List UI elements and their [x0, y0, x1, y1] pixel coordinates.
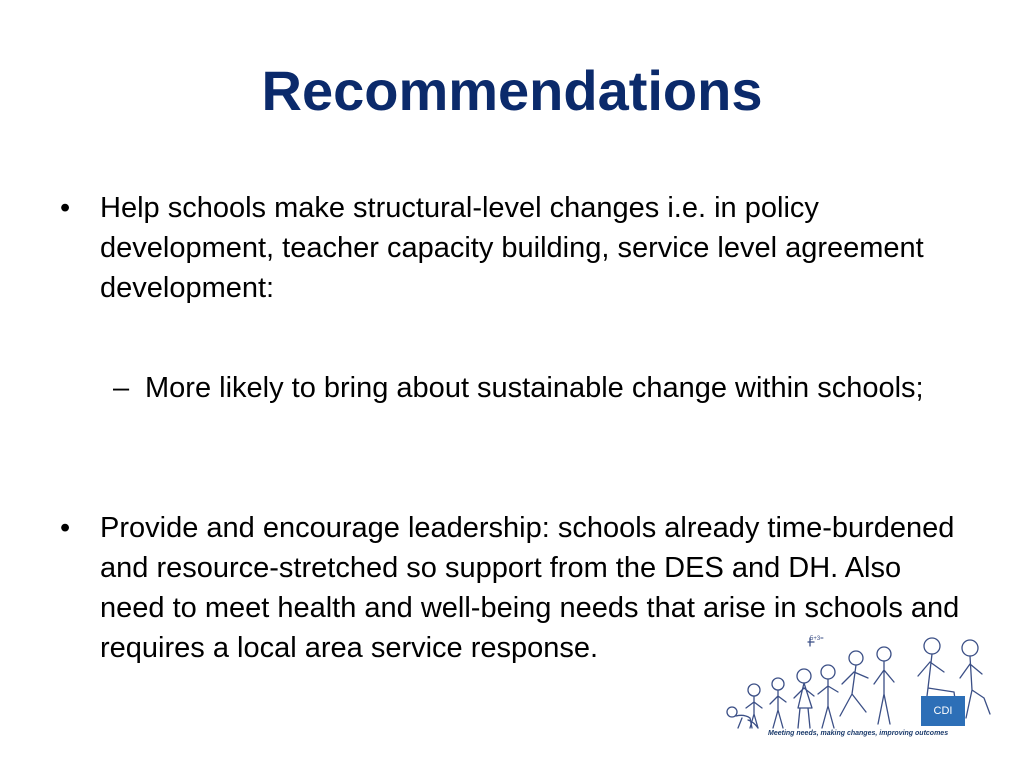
- bullet-text: Provide and encourage leadership: schools already time-burdened and resource-stretched so support from the DES and DH. Also need to meet health and well-being needs that arise in schools and requires a local area service response.: [100, 512, 960, 664]
- bullet-item: [60, 188, 960, 308]
- svg-text:5+3=: 5+3=: [810, 636, 824, 642]
- cdi-logo-box: CDI: [921, 696, 965, 726]
- bullet-text: Help schools make structural-level changes i.e. in policy development, teacher capacity building, service level agreement development:: [100, 192, 924, 304]
- cdi-logo: [718, 628, 998, 744]
- sub-bullet-marker: –: [113, 372, 130, 404]
- logo-tagline: Meeting needs, making changes, improving outcomes: [768, 730, 949, 737]
- sub-bullet-item: [113, 368, 963, 408]
- slide-title: Recommendations: [261, 59, 763, 122]
- children-silhouettes-icon: [718, 628, 998, 744]
- bullet-marker: •: [60, 512, 71, 544]
- sub-bullet-text: More likely to bring about sustainable change within schools;: [145, 372, 924, 404]
- bullet-marker: •: [60, 192, 71, 224]
